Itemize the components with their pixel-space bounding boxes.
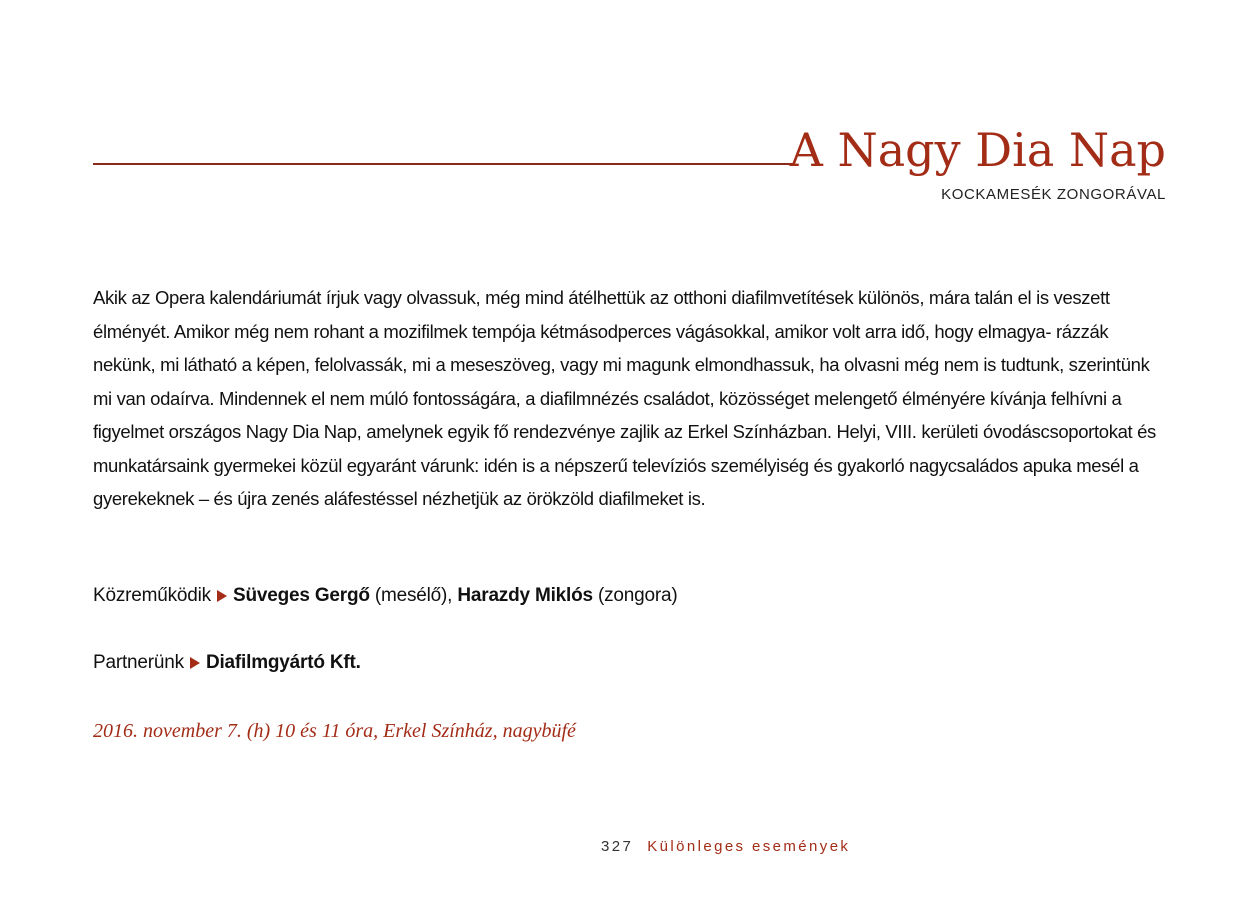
event-date-venue: 2016. november 7. (h) 10 és 11 óra, Erkel Színház, nagybüfé — [93, 720, 576, 742]
contributors-label: Közreműködik — [93, 585, 211, 606]
page-title: A Nagy Dia Nap — [789, 123, 1166, 177]
partner-label: Partnerünk — [93, 652, 184, 673]
contributors-line — [93, 583, 678, 609]
contributor-name: Harazdy Miklós — [457, 585, 593, 606]
section-name: Különleges események — [647, 838, 851, 855]
title-rule — [93, 163, 793, 165]
contributor-role: (zongora) — [597, 585, 678, 606]
page-footer — [601, 838, 850, 855]
triangle-right-icon — [190, 657, 200, 669]
body-paragraph: Akik az Opera kalendáriumát írjuk vagy olvassuk, még mind átélhettük az otthoni diafilmvetítések különös, mára talán el is veszett élményét. Amikor még nem rohant a mozifilmek tempója kétmásodperces vágásokkal, amikor volt arra idő, hogy elmagya- rázzák nekünk, mi látható a képen, felolvassák, mi a meseszöveg, vagy mi magunk elmondhassuk, ha olvasni még nem is tudtunk, szerintünk mi van odaírva. Mindennek el nem múló fontosságára, a diafilmnézés családot, közösséget melengető élményére kívánja felhívni a figyelmet országos Nagy Dia Nap, amelynek egyik fő rendezvénye zajlik az Erkel Színházban. Helyi, VIII. kerületi óvodáscsoportokat és munkatársaink gyermekei közül egyaránt várunk: idén is a népszerű televíziós személyiség és gyakorló nagycsaládos apuka mesél a gyerekeknek – és újra zenés aláfestéssel nézhetjük az örökzöld diafilmeket is. — [93, 287, 1156, 509]
page-number: 327 — [601, 838, 634, 855]
partner-name: Diafilmgyártó Kft. — [205, 652, 361, 673]
partner-line — [93, 650, 361, 676]
page-subtitle: KOCKAMESÉK ZONGORÁVAL — [941, 186, 1166, 203]
contributor-name: Süveges Gergő — [232, 585, 370, 606]
contributor-role: (mesélő), — [374, 585, 453, 606]
triangle-right-icon — [217, 590, 227, 602]
